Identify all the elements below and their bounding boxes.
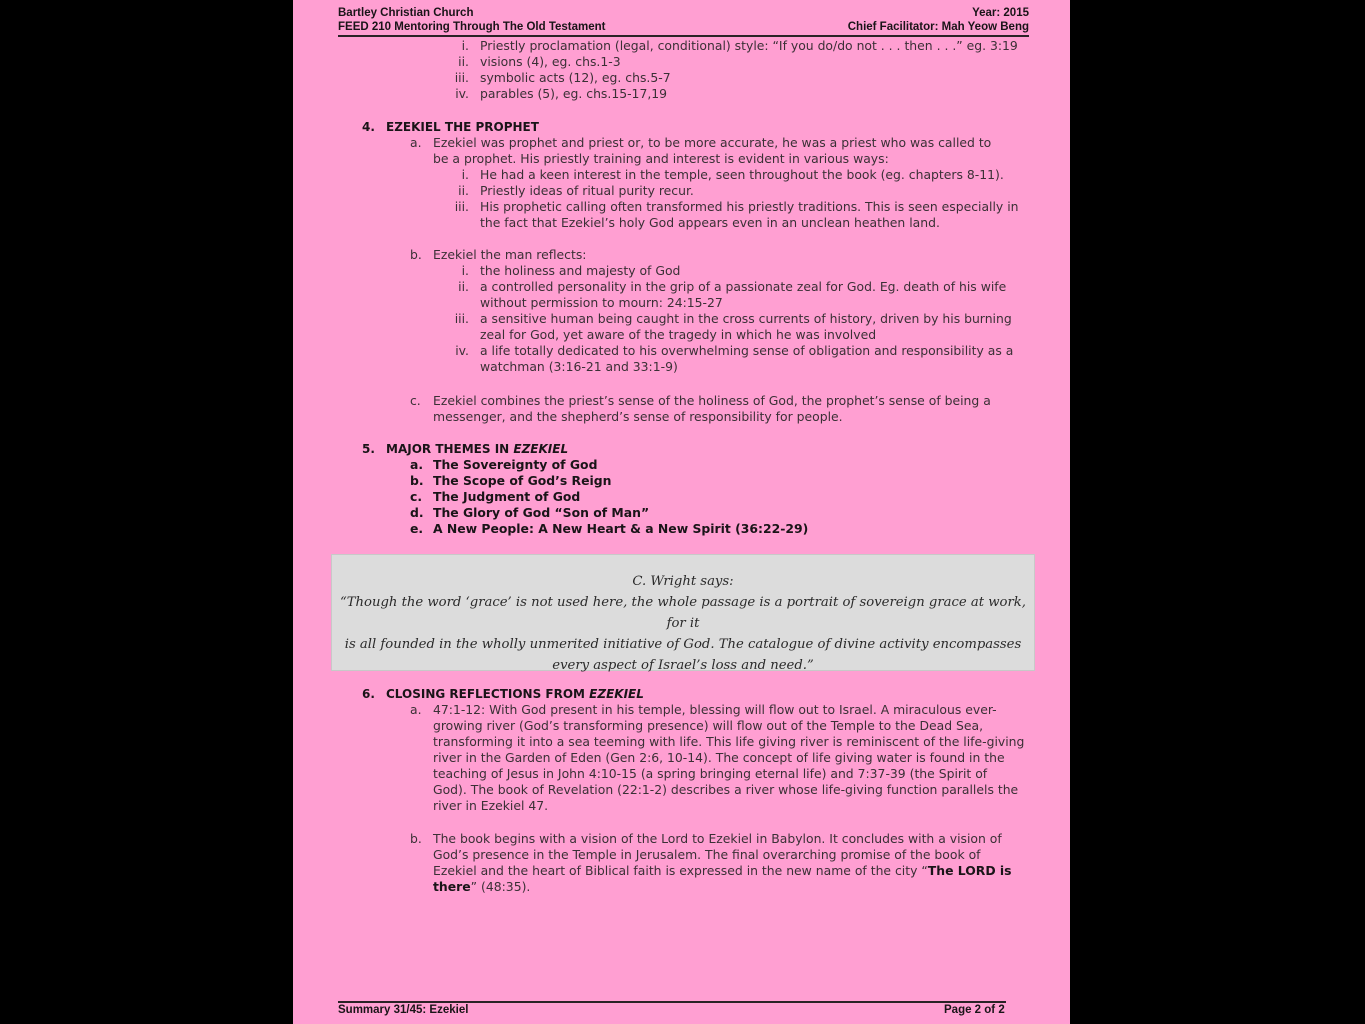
paragraph-line: river in the Garden of Eden (Gen 2:6, 10-14). The concept of life giving water is found in the (433, 750, 1005, 765)
list-item: parables (5), eg. chs.15-17,19 (480, 86, 668, 101)
section-title: EZEKIEL THE PROPHET (386, 120, 539, 134)
list-number: iii. (454, 199, 469, 214)
paragraph-line: growing river (God’s transforming presence) will flow out of the Temple to the Dead Sea, (433, 718, 984, 733)
list-item: the holiness and majesty of God (480, 263, 681, 278)
paragraph-line: there” (48:35). (433, 879, 531, 894)
book-title: EZEKIEL (513, 442, 569, 456)
theme-item: A New People: A New Heart & a New Spirit (36:22-29) (433, 521, 809, 536)
quote-line: “Though the word ‘grace’ is not used here, the whole passage is a portrait of sovereign grace at work, for it (340, 595, 1026, 631)
theme-letter: e. (410, 521, 424, 536)
quote-box (331, 554, 1035, 671)
footer-page-number: Page 2 of 2 (944, 1004, 1005, 1016)
section-title: MAJOR THEMES IN EZEKIEL (386, 442, 569, 456)
list-item: visions (4), eg. chs.1-3 (480, 54, 621, 69)
church-name: Bartley Christian Church (338, 7, 474, 19)
list-item: He had a keen interest in the temple, seen throughout the book (eg. chapters 8-11). (480, 167, 1004, 182)
paragraph-line: messenger, and the shepherd’s sense of responsibility for people. (433, 409, 843, 424)
theme-letter: c. (410, 489, 423, 504)
list-item-continuation: without permission to mourn: 24:15-27 (480, 295, 723, 310)
theme-letter: d. (410, 505, 424, 520)
footer-divider (338, 1001, 1006, 1003)
subsection-letter: c. (410, 393, 421, 408)
subsection-letter: a. (410, 702, 422, 717)
paragraph-line: God’s presence in the Temple in Jerusalem. The final overarching promise of the book of (433, 847, 981, 862)
list-item: Priestly proclamation (legal, conditional) style: “If you do/do not . . . then . . .” eg. 3:19 (480, 38, 1018, 53)
list-number: iv. (455, 343, 469, 358)
subsection-letter: a. (410, 135, 422, 150)
subsection-letter: b. (410, 831, 422, 846)
header-row-1 (338, 7, 1029, 19)
list-item: symbolic acts (12), eg. chs.5-7 (480, 70, 671, 85)
subsection-letter: b. (410, 247, 422, 262)
emphasis-text: The LORD is (927, 863, 1012, 878)
course-name: FEED 210 Mentoring Through The Old Testament (338, 21, 606, 33)
paragraph-line: transforming it into a sea teeming with life. This life giving river is reminiscent of the life-giving (433, 734, 1025, 749)
paragraph-line: 47:1-12: With God present in his temple, blessing will flow out to Israel. A miraculous ever- (433, 702, 997, 717)
quote-line: is all founded in the wholly unmerited initiative of God. The catalogue of divine activity encompasses (344, 637, 1022, 652)
header-divider (338, 35, 1029, 37)
list-number: ii. (458, 54, 469, 69)
theme-letter: a. (410, 457, 424, 472)
quote-attribution: C. Wright says: (632, 574, 734, 589)
list-item-continuation: watchman (3:16-21 and 33:1-9) (480, 359, 678, 374)
theme-letter: b. (410, 473, 424, 488)
paragraph-line: river in Ezekiel 47. (433, 798, 549, 813)
paragraph-line: Ezekiel was prophet and priest or, to be more accurate, he was a priest who was called to (433, 135, 992, 150)
list-item: a life totally dedicated to his overwhelming sense of obligation and responsibility as a (480, 343, 1014, 358)
document-page (293, 0, 1070, 1024)
theme-item: The Sovereignty of God (433, 457, 598, 472)
theme-item: The Glory of God “Son of Man” (433, 505, 650, 520)
paragraph-line: God). The book of Revelation (22:1-2) describes a river whose life-giving function parallels the (433, 782, 1019, 797)
list-number: i. (461, 263, 469, 278)
list-item: a sensitive human being caught in the cross currents of history, driven by his burning (480, 311, 1012, 326)
section-title: CLOSING REFLECTIONS FROM EZEKIEL (386, 687, 644, 701)
list-number: i. (461, 38, 469, 53)
theme-item: The Judgment of God (433, 489, 581, 504)
footer-summary: Summary 31/45: Ezekiel (338, 1004, 469, 1016)
book-title: EZEKIEL (589, 687, 644, 701)
list-item-continuation: zeal for God, yet aware of the tragedy in which he was involved (480, 327, 877, 342)
list-number: iii. (454, 70, 469, 85)
paragraph-line: be a prophet. His priestly training and interest is evident in various ways: (433, 151, 889, 166)
paragraph-line: Ezekiel combines the priest’s sense of the holiness of God, the prophet’s sense of being a (433, 393, 991, 408)
paragraph-line: Ezekiel the man reflects: (433, 247, 587, 262)
section-number: 6. (362, 687, 375, 701)
paragraph-line: The book begins with a vision of the Lord to Ezekiel in Babylon. It concludes with a vision of (433, 831, 1002, 846)
list-item: a controlled personality in the grip of a passionate zeal for God. Eg. death of his wife (480, 279, 1007, 294)
section-number: 5. (362, 442, 375, 456)
list-number: ii. (458, 279, 469, 294)
paragraph-line: teaching of Jesus in John 4:10-15 (a spring bringing eternal life) and 7:37-39 (the Spirit of (433, 766, 988, 781)
section-number: 4. (362, 120, 375, 134)
list-item: His prophetic calling often transformed his priestly traditions. This is seen especially in (480, 199, 1019, 214)
list-number: i. (461, 167, 469, 182)
year-label: Year: 2015 (972, 7, 1029, 19)
paragraph-line: Ezekiel and the heart of Biblical faith is expressed in the new name of the city “The LORD is (433, 863, 1012, 878)
list-number: iv. (455, 86, 469, 101)
header-row-2 (338, 21, 1029, 33)
theme-item: The Scope of God’s Reign (433, 473, 612, 488)
quote-line: every aspect of Israel’s loss and need.” (552, 658, 814, 673)
list-item-continuation: the fact that Ezekiel’s holy God appears even in an unclean heathen land. (480, 215, 940, 230)
list-number: iii. (454, 311, 469, 326)
emphasis-text: there (433, 879, 471, 894)
list-item: Priestly ideas of ritual purity recur. (480, 183, 694, 198)
facilitator-label: Chief Facilitator: Mah Yeow Beng (847, 21, 1029, 33)
list-number: ii. (458, 183, 469, 198)
